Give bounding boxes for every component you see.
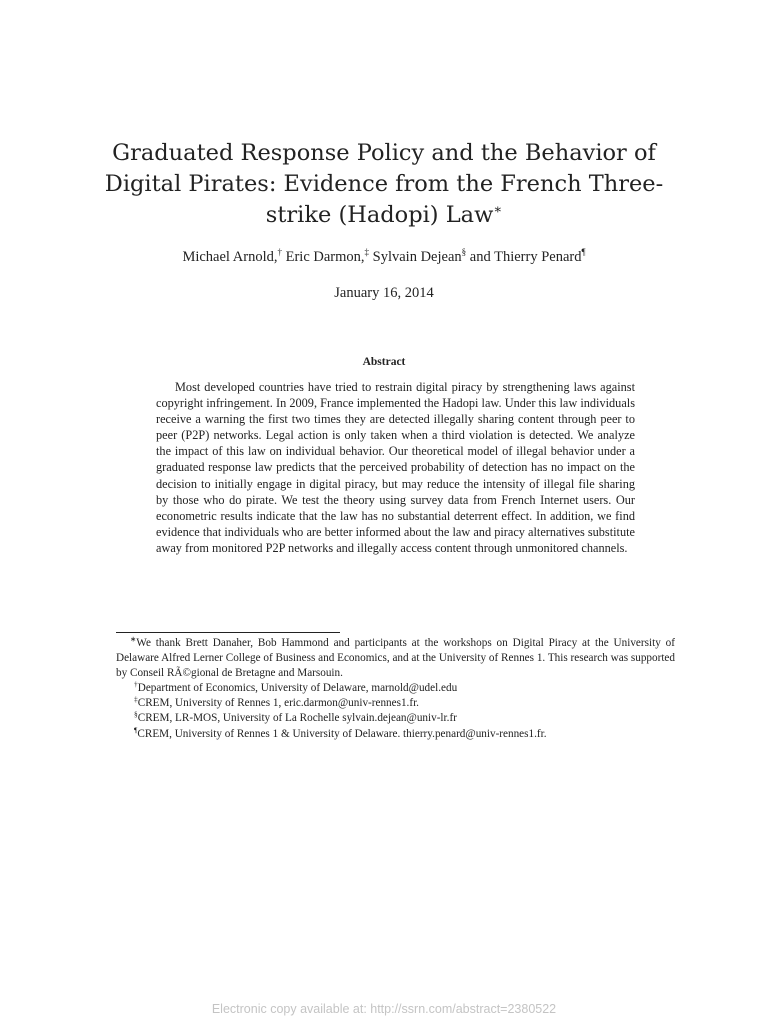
author-name: Thierry Penard [494, 249, 582, 265]
footnote-text: Department of Economics, University of Delaware, marnold@udel.edu [137, 682, 458, 695]
footnote-mark: † [134, 679, 138, 689]
author-affiliation-mark: ¶ [581, 247, 586, 258]
paper-date: January 16, 2014 [334, 285, 434, 301]
footnote-mark: ¶ [134, 724, 138, 734]
footnote-item [116, 711, 675, 726]
author-affiliation-mark: ‡ [364, 247, 370, 258]
ssrn-watermark[interactable]: Electronic copy available at: http://ssrn.com/abstract=2380522 [211, 1002, 557, 1016]
author-affiliation-mark: † [277, 247, 282, 258]
footnote-item [116, 724, 675, 742]
abstract-heading: Abstract [362, 356, 406, 368]
footnote-item [116, 681, 675, 696]
paper-title [84, 138, 684, 231]
footnote-mark: ∗ [130, 634, 137, 644]
author-affiliation-mark: § [461, 247, 467, 258]
footnote-item [116, 636, 675, 681]
author-separator: , [273, 249, 278, 265]
title-footnote-mark: ∗ [493, 202, 503, 218]
footnote-mark: § [134, 709, 138, 719]
footnote-text: CREM, University of Rennes 1 & University of Delaware. thierry.penard@univ-rennes1.fr. [137, 727, 547, 740]
author-name: Michael Arnold [182, 249, 274, 265]
author-name: Eric Darmon [285, 249, 361, 265]
author-conjunction: and [469, 249, 491, 265]
footnotes [116, 636, 675, 742]
footnote-mark: ‡ [134, 694, 138, 704]
footnote-text: CREM, LR-MOS, University of La Rochelle sylvain.dejean@univ-lr.fr [137, 712, 457, 725]
author-separator: , [360, 249, 365, 265]
footnote-item [116, 696, 675, 711]
paper-title-text: Graduated Response Policy and the Behavior of Digital Pirates: Evidence from the French Three-strike (Hadopi) Law [104, 140, 664, 228]
footnote-text: We thank Brett Danaher, Bob Hammond and participants at the workshops on Digital Piracy at the University of Delaware Alfred Lerner College of Business and Economics, and at the University of Rennes 1. This research was supported by Conseil RÃ©gional de Bretagne and Marsouin. [116, 637, 675, 680]
author-name: Sylvain Dejean [372, 249, 462, 265]
abstract-text: Most developed countries have tried to restrain digital piracy by strengthening laws against copyright infringement. In 2009, France implemented the Hadopi law. Under this law individuals receive a warning the first two times they are detected illegally sharing content through peer to peer (P2P) networks. Legal action is only taken when a third violation is detected. We analyze the impact of this law on individual behavior. Our theoretical model of illegal behavior under a graduated response law predicts that the perceived probability of detection has no impact on the decision to initially engage in digital piracy, but may reduce the intensity of illegal file sharing by those who do pirate. We test the theory using survey data from French Internet users. Our econometric results indicate that the law has no substantial deterrent effect. In addition, we find evidence that individuals who are better informed about the law and piracy alternatives substitute away from monitored P2P networks and illegally access content through unmonitored channels. [156, 380, 635, 555]
footnote-divider [116, 632, 340, 633]
author-list [84, 249, 684, 266]
footnote-text: CREM, University of Rennes 1, eric.darmon@univ-rennes1.fr. [137, 697, 419, 710]
